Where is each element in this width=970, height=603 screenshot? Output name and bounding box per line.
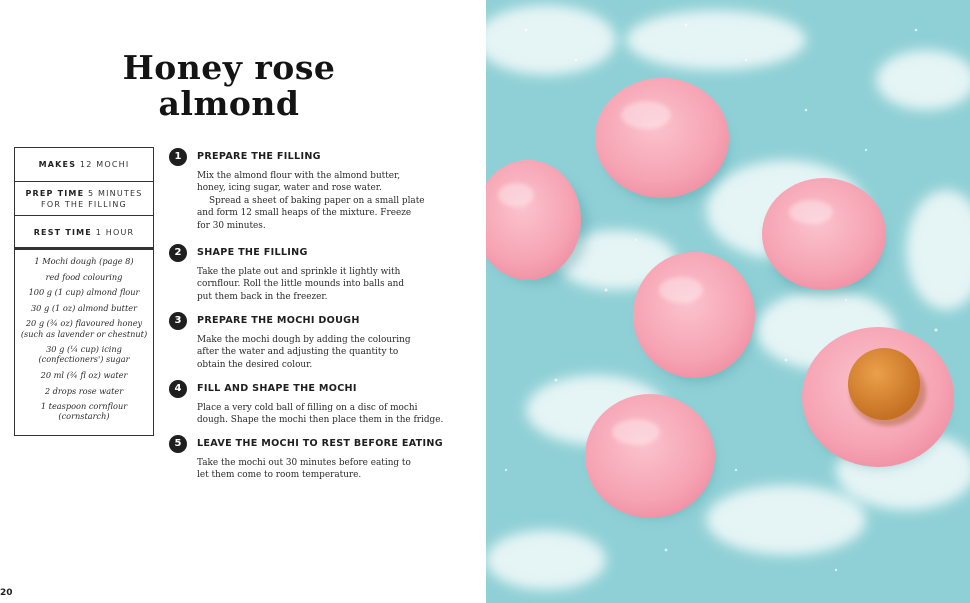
ingredient-item: 100 g (1 cup) almond flour [28,287,140,298]
rest-time-value: 1 HOUR [95,228,135,237]
ingredient-list [15,250,153,435]
rest-time-row [15,216,153,250]
step-number-badge: 4 [169,380,187,398]
prep-time-value: 5 MINUTES FOR THE FILLING [41,189,143,209]
step-text: Take the mochi out 30 minutes before eating to let them come to room temperature. [197,458,411,481]
ingredient-item: red food colouring [45,271,123,282]
step-body [197,334,467,371]
step-heading: FILL AND SHAPE THE MOCHI [197,383,357,394]
step-text: Make the mochi dough by adding the colouring after the water and adjusting the quantity to obtain the desired colour. [197,335,411,370]
step-number-badge: 3 [169,312,187,330]
mochi-photo-illustration [486,0,970,603]
step-heading: LEAVE THE MOCHI TO REST BEFORE EATING [197,438,443,449]
almond-filling-ball [848,348,920,420]
recipe-info-box [14,147,154,436]
pink-mochi [595,78,729,198]
makes-value: 12 MOCHI [79,160,130,169]
step-text: Take the plate out and sprinkle it lightly with cornflour. Roll the little mounds into balls and put them back in the freezer. [197,267,405,302]
ingredient-item: 20 ml (¾ fl oz) water [40,369,128,380]
pink-mochi [762,178,886,290]
ingredient-item: 30 g (1 oz) almond butter [30,302,138,313]
step-number-badge: 1 [169,148,187,166]
step-heading: PREPARE THE MOCHI DOUGH [197,315,360,326]
prep-time-label: PREP TIME [25,189,85,198]
pink-mochi [585,394,715,518]
ingredient-item: 20 g (¾ oz) flavoured honey (such as lavender or chestnut) [20,318,148,339]
ingredient-item: 2 drops rose water [44,385,124,396]
makes-row [15,148,153,182]
step-heading: PREPARE THE FILLING [197,151,321,162]
step-body [197,266,467,303]
ingredient-item: 30 g (¼ cup) icing (confectioners') sugar [38,344,130,365]
step-text: Mix the almond flour with the almond butter, honey, icing sugar, water and rose water. [197,171,401,194]
rest-time-label: REST TIME [33,228,92,237]
mochi-photo [486,0,970,603]
step-body [197,457,467,482]
ingredient-item: 1 Mochi dough (page 8) [34,256,134,266]
step-heading: SHAPE THE FILLING [197,247,308,258]
makes-label: MAKES [38,160,77,169]
pink-mochi [633,252,755,378]
ingredient-item: 1 teaspoon cornflour (cornstarch) [40,401,128,422]
step-number-badge: 5 [169,435,187,453]
step-body [197,402,467,427]
prep-time-row [15,182,153,216]
step-text: Place a very cold ball of filling on a disc of mochi dough. Shape the mochi then place them in the fridge. [197,403,444,426]
step-body [197,170,467,232]
recipe-title: Honey rose almond [122,48,336,123]
step-text: Spread a sheet of baking paper on a small plate and form 12 small heaps of the mixture. Freeze for 30 minutes. [197,195,425,231]
page-number: 20 [0,588,13,598]
step-number-badge: 2 [169,244,187,262]
